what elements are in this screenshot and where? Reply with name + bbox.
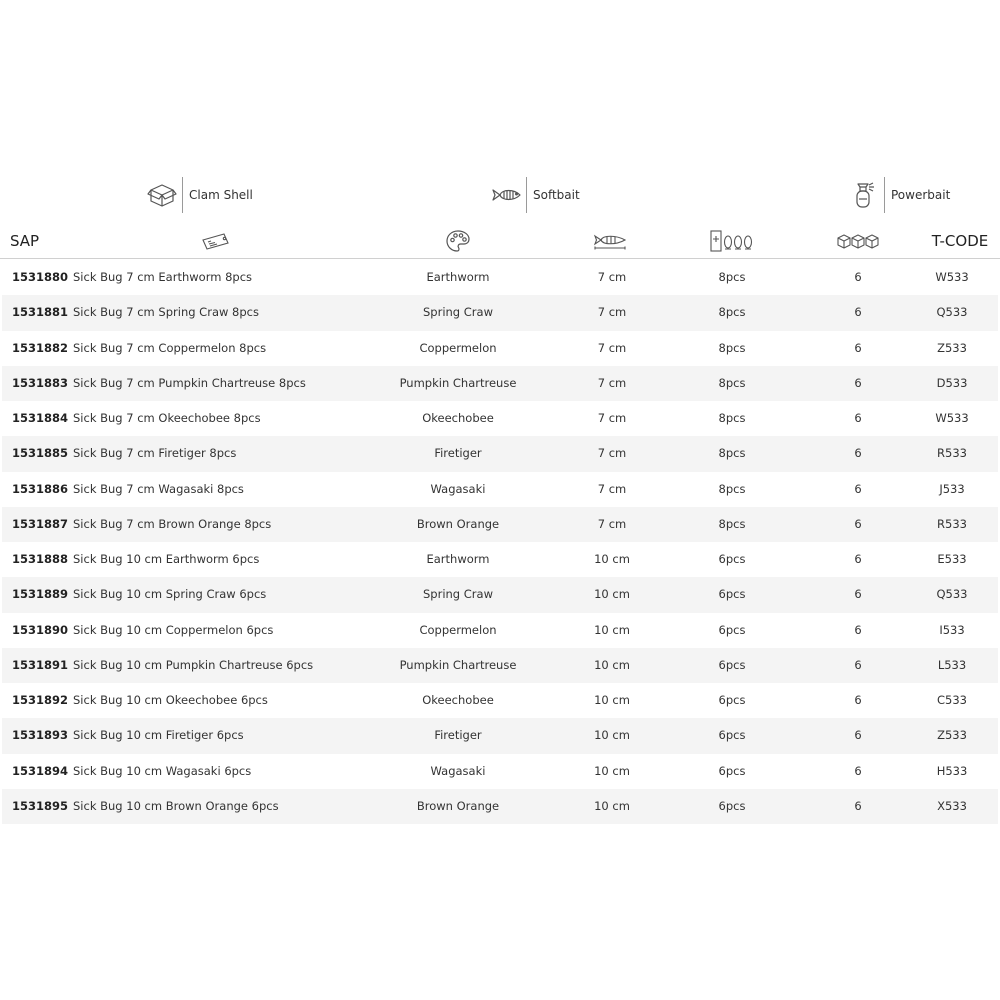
color-cell: Coppermelon [419,340,497,355]
feature-softbait [490,174,580,216]
box-qty-cell: 6 [854,693,862,707]
product-name-cell: Sick Bug 7 cm Brown Orange 8pcs [73,516,272,531]
table-row [2,366,998,401]
sap-cell: 1531894 [12,763,69,778]
pieces-cell: 6pcs [718,622,746,637]
feature-label: Softbait [533,188,580,202]
table-row [2,295,998,330]
product-name-cell: Sick Bug 7 cm Firetiger 8pcs [73,446,237,461]
pieces-cell: 8pcs [718,375,746,390]
box-qty-cell: 6 [854,728,862,743]
length-cell: 10 cm [594,798,630,813]
tcode-cell: E533 [937,552,967,566]
sap-cell: 1531887 [12,516,69,531]
product-name-cell: Sick Bug 7 cm Pumpkin Chartreuse 8pcs [73,375,306,390]
table-row [2,401,998,436]
table-row [2,472,998,507]
box-qty-cell: 6 [854,481,862,496]
table-row [2,436,998,471]
product-name-cell: Sick Bug 10 cm Brown Orange 6pcs [73,798,279,813]
box-qty-cell: 6 [854,516,862,531]
sap-cell: 1531890 [12,622,69,637]
table-row [2,683,998,718]
length-cell: 10 cm [594,622,630,637]
pieces-cell: 6pcs [718,693,746,707]
color-cell: Brown Orange [416,516,500,531]
tcode-cell: W533 [935,270,969,284]
box-qty-cell: 6 [854,798,862,813]
sap-cell: 1531888 [12,552,69,566]
box-qty-cell: 6 [854,305,862,320]
pieces-cell: 6pcs [718,552,746,566]
sap-header [10,226,60,256]
pieces-cell: 6pcs [718,657,746,672]
box-quantity-icon [836,231,882,251]
table-row [2,507,998,542]
color-cell: Spring Craw [423,305,493,320]
length-cell: 7 cm [597,375,627,390]
product-name-cell: Sick Bug 10 cm Earthworm 6pcs [73,552,260,566]
table-row [2,577,998,612]
pieces-cell: 8pcs [718,481,746,496]
box-qty-cell: 6 [854,763,862,778]
table-row [2,718,998,753]
color-cell: Okeechobee [422,693,494,707]
sap-cell: 1531893 [12,728,69,743]
softbait-fish-icon [490,179,522,211]
box-qty-cell: 6 [854,552,862,566]
box-header [834,226,884,256]
length-cell: 10 cm [594,728,630,743]
pieces-cell: 6pcs [718,587,746,602]
feature-strip [0,174,1000,216]
length-cell: 10 cm [594,657,630,672]
box-qty-cell: 6 [854,587,862,602]
sap-cell: 1531884 [12,411,69,425]
feature-separator [182,177,183,213]
color-cell: Okeechobee [422,411,494,425]
feature-clam-shell [146,174,253,216]
pieces-cell: 8pcs [718,446,746,461]
color-cell: Firetiger [434,446,482,461]
table-row [2,648,998,683]
feature-label: Clam Shell [189,188,253,202]
box-qty-cell: 6 [854,340,862,355]
feature-powerbait [848,174,950,216]
product-name-cell: Sick Bug 10 cm Okeechobee 6pcs [73,693,268,707]
tcode-cell: I533 [939,622,965,637]
length-cell: 7 cm [597,411,627,425]
pieces-cell: 8pcs [718,516,746,531]
product-name-cell: Sick Bug 7 cm Earthworm 8pcs [73,270,253,284]
tcode-cell: Q533 [936,305,968,320]
pieces-cell: 8pcs [718,340,746,355]
pieces-cell: 8pcs [718,411,746,425]
tcode-cell: Z533 [937,340,967,355]
color-cell: Firetiger [434,728,482,743]
length-cell: 7 cm [597,270,627,284]
tcode-cell: Q533 [936,587,968,602]
color-cell: Brown Orange [416,798,500,813]
length-cell: 7 cm [597,516,627,531]
tcode-header [922,226,998,256]
product-name-cell: Sick Bug 10 cm Spring Craw 6pcs [73,587,267,602]
feature-label: Powerbait [891,188,951,202]
tcode-cell: J533 [939,481,965,496]
product-name-cell: Sick Bug 10 cm Pumpkin Chartreuse 6pcs [73,657,314,672]
color-cell: Wagasaki [430,481,486,496]
box-qty-cell: 6 [854,657,862,672]
feature-separator [884,177,885,213]
box-qty-cell: 6 [854,622,862,637]
tcode-cell: X533 [937,798,967,813]
color-cell: Wagasaki [430,763,486,778]
sap-cell: 1531891 [12,657,69,672]
product-name-cell: Sick Bug 7 cm Spring Craw 8pcs [73,305,259,320]
table-row [2,260,998,295]
length-cell: 10 cm [594,763,630,778]
sap-cell: 1531895 [12,798,69,813]
product-name-cell: Sick Bug 7 cm Okeechobee 8pcs [73,411,261,425]
powerbait-spray-icon [848,179,880,211]
color-palette-icon [445,229,471,253]
color-cell: Earthworm [426,552,490,566]
length-cell: 7 cm [597,481,627,496]
tcode-cell: Z533 [937,728,967,743]
tcode-cell: H533 [936,763,968,778]
table-body [2,260,998,824]
table-row [2,331,998,366]
product-name-cell: Sick Bug 7 cm Coppermelon 8pcs [73,340,267,355]
pieces-cell: 6pcs [718,763,746,778]
tcode-cell: R533 [937,446,967,461]
length-cell: 7 cm [597,340,627,355]
table-row [2,542,998,577]
pieces-pack-icon [709,229,755,253]
length-cell: 10 cm [594,552,630,566]
feature-separator [526,177,527,213]
tcode-cell: C533 [937,693,967,707]
color-header [438,226,478,256]
length-cell: 10 cm [594,693,630,707]
sap-header-label: SAP [10,232,40,250]
length-header [588,226,632,256]
product-name-cell: Sick Bug 7 cm Wagasaki 8pcs [73,481,244,496]
product-name-cell: Sick Bug 10 cm Firetiger 6pcs [73,728,244,743]
product-header [196,226,236,256]
box-qty-cell: 6 [854,411,862,425]
product-name-cell: Sick Bug 10 cm Wagasaki 6pcs [73,763,252,778]
table-row [2,754,998,789]
table-header [0,226,1000,259]
product-name-cell: Sick Bug 10 cm Coppermelon 6pcs [73,622,274,637]
pieces-cell: 6pcs [718,798,746,813]
sap-cell: 1531892 [12,693,69,707]
color-cell: Pumpkin Chartreuse [399,375,517,390]
length-cell: 7 cm [597,446,627,461]
pieces-cell: 8pcs [718,305,746,320]
pieces-cell: 6pcs [718,728,746,743]
sap-cell: 1531880 [12,270,69,284]
sap-cell: 1531882 [12,340,69,355]
box-qty-cell: 6 [854,446,862,461]
length-measure-icon [592,231,628,251]
length-cell: 7 cm [597,305,627,320]
tcode-cell: W533 [935,411,969,425]
sap-cell: 1531885 [12,446,69,461]
color-cell: Earthworm [426,270,490,284]
sap-cell: 1531886 [12,481,69,496]
pieces-cell: 8pcs [718,270,746,284]
color-cell: Spring Craw [423,587,493,602]
tcode-header-label: T-CODE [931,232,989,250]
tcode-cell: R533 [937,516,967,531]
length-cell: 10 cm [594,587,630,602]
clam-shell-box-icon [146,179,178,211]
color-cell: Pumpkin Chartreuse [399,657,517,672]
sap-cell: 1531881 [12,305,69,320]
box-qty-cell: 6 [854,270,862,284]
box-qty-cell: 6 [854,375,862,390]
color-cell: Coppermelon [419,622,497,637]
sap-cell: 1531889 [12,587,69,602]
table-row [2,789,998,824]
tcode-cell: D533 [936,375,968,390]
product-tag-icon [200,230,232,252]
table-row [2,613,998,648]
sap-cell: 1531883 [12,375,69,390]
tcode-cell: L533 [937,657,967,672]
pieces-header [706,226,758,256]
